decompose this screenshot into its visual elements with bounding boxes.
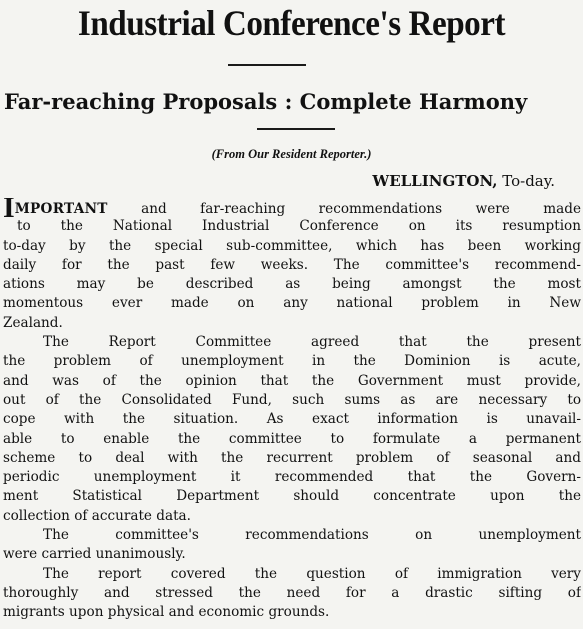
article-line: and was of the opinion that the Government must provide, bbox=[3, 372, 581, 389]
lead-caps: MPORTANT bbox=[14, 201, 108, 217]
article-line: migrants upon physical and economic grounds. bbox=[3, 604, 330, 621]
article-line: momentous ever made on any national problem in New bbox=[3, 295, 581, 312]
article-line: ations may be described as being amongst the most bbox=[3, 276, 581, 293]
article-line: were carried unanimously. bbox=[3, 546, 186, 563]
article-body bbox=[3, 198, 581, 623]
dateline bbox=[372, 171, 555, 191]
article-line: daily for the past few weeks. The committee's recommend- bbox=[3, 256, 581, 273]
article-line: able to enable the committee to formulate a permanent bbox=[3, 430, 581, 447]
article-line: cope with the situation. As exact information is unavail- bbox=[3, 411, 581, 428]
byline: (From Our Resident Reporter.) bbox=[211, 147, 372, 161]
headline-divider bbox=[228, 64, 306, 66]
article-line bbox=[3, 198, 581, 217]
subheadline-divider bbox=[257, 128, 335, 130]
article-line: to the National Industrial Conference on its resumption bbox=[17, 218, 581, 235]
headline: Industrial Conference's Report bbox=[77, 3, 506, 43]
article-line: periodic unemployment it recommended that the Govern- bbox=[3, 469, 581, 486]
article-line: Zealand. bbox=[3, 314, 63, 331]
article-line: out of the Consolidated Fund, such sums as are necessary to bbox=[3, 391, 581, 408]
dateline-place: WELLINGTON, bbox=[372, 172, 498, 190]
article-line: thoroughly and stressed the need for a drastic sifting of bbox=[3, 584, 581, 601]
article-line: to-day by the special sub-committee, which has been working bbox=[3, 237, 581, 254]
article-line: The committee's recommendations on unemployment bbox=[43, 527, 581, 544]
article-line-text: and far-reaching recommendations were made bbox=[107, 201, 581, 217]
article-line: collection of accurate data. bbox=[3, 507, 191, 524]
article-line: scheme to deal with the recurrent problem of seasonal and bbox=[3, 449, 581, 466]
article-line: The report covered the question of immigration very bbox=[43, 565, 581, 582]
subheadline: Far-reaching Proposals : Complete Harmony bbox=[4, 89, 528, 114]
article-line: the problem of unemployment in the Dominion is acute, bbox=[3, 353, 581, 370]
article-line: ment Statistical Department should concentrate upon the bbox=[3, 488, 581, 505]
drop-cap: I bbox=[3, 198, 15, 218]
article-line: The Report Committee agreed that the present bbox=[43, 334, 581, 351]
dateline-when: To-day. bbox=[502, 172, 555, 190]
